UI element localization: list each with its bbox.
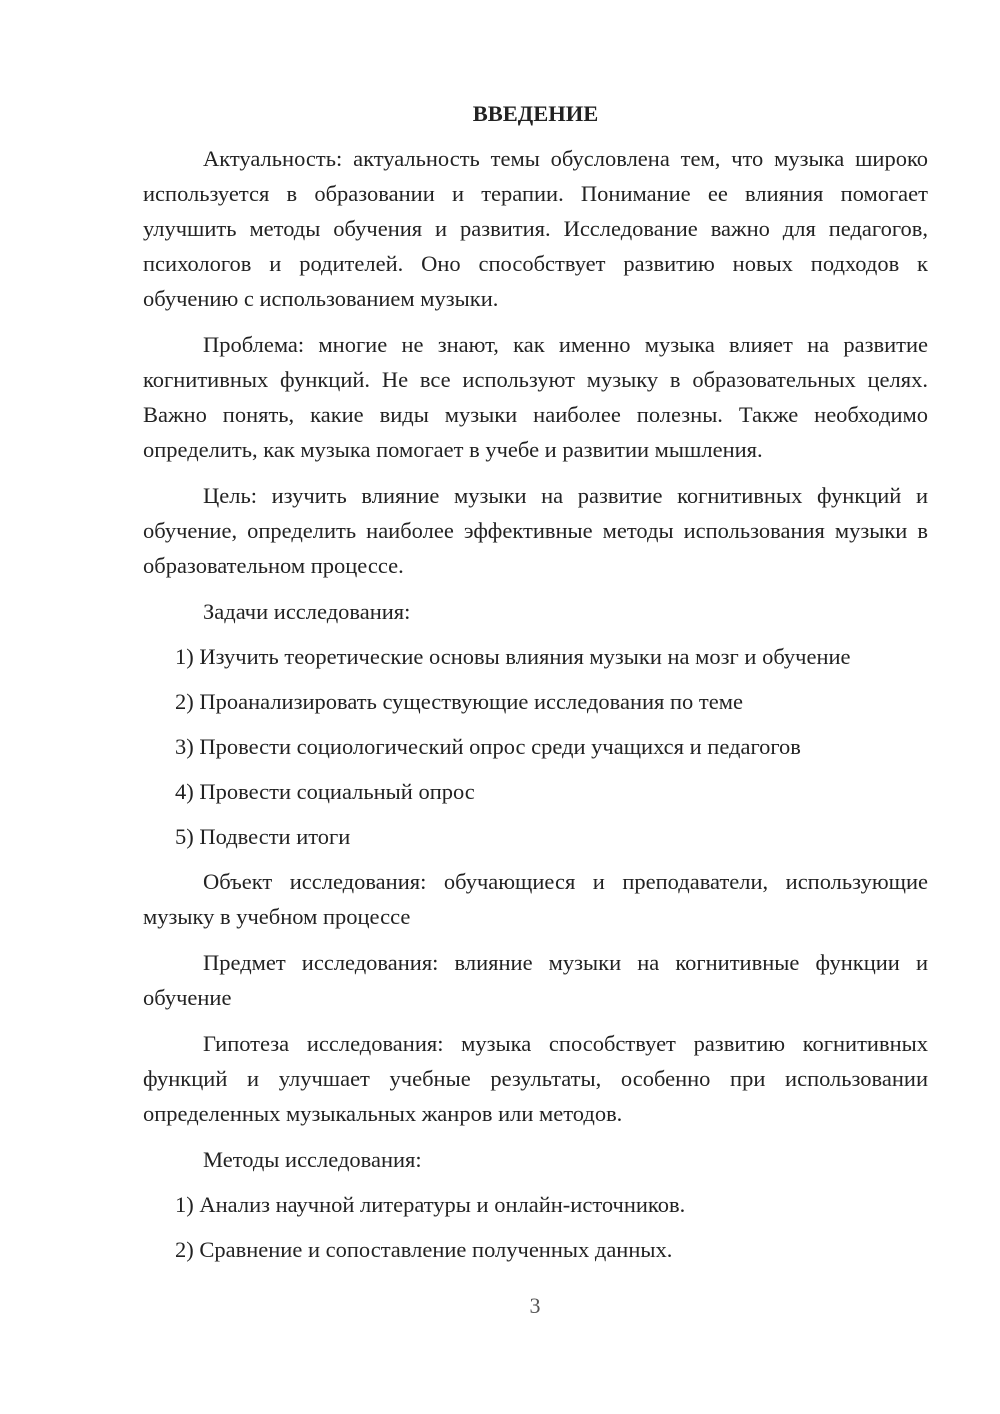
section-heading: ВВЕДЕНИЕ	[472, 101, 599, 126]
document-page	[143, 96, 928, 1277]
page-number: 3	[529, 1293, 541, 1318]
hypothesis-paragraph: Гипотеза исследования: музыка способствует развитию когнитивных функций и улучшает учебные результаты, особенно при использовании определенных музыкальных жанров или методов.	[143, 1031, 928, 1126]
tasks-label: Задачи исследования:	[203, 599, 411, 624]
task-item-5: 5) Подвести итоги	[175, 824, 351, 849]
task-item-3: 3) Провести социологический опрос среди учащихся и педагогов	[175, 734, 801, 759]
method-item-1: 1) Анализ научной литературы и онлайн-источников.	[175, 1192, 686, 1217]
goal-paragraph: Цель: изучить влияние музыки на развитие когнитивных функций и обучение, определить наиболее эффективные методы использования музыки в образовательном процессе.	[143, 483, 928, 578]
problem-paragraph: Проблема: многие не знают, как именно музыка влияет на развитие когнитивных функций. Не все используют музыку в образовательных целях. Важно понять, какие виды музыки наиболее полезны. Также необходимо определить, как музыка помогает в учебе и развитии мышления.	[143, 332, 928, 462]
object-paragraph: Объект исследования: обучающиеся и преподаватели, использующие музыку в учебном процессе	[143, 869, 928, 929]
task-item-2: 2) Проанализировать существующие исследования по теме	[175, 689, 743, 714]
relevance-paragraph: Актуальность: актуальность темы обусловлена тем, что музыка широко используется в образовании и терапии. Понимание ее влияния помогает улучшить методы обучения и развития. Исследование важно для педагогов, психологов и родителей. Оно способствует развитию новых подходов к обучению с использованием музыки.	[143, 146, 928, 311]
method-item-2: 2) Сравнение и сопоставление полученных данных.	[175, 1237, 673, 1262]
subject-paragraph: Предмет исследования: влияние музыки на когнитивные функции и обучение	[143, 950, 928, 1010]
methods-label: Методы исследования:	[203, 1147, 422, 1172]
task-item-4: 4) Провести социальный опрос	[175, 779, 475, 804]
task-item-1: 1) Изучить теоретические основы влияния музыки на мозг и обучение	[175, 644, 851, 669]
